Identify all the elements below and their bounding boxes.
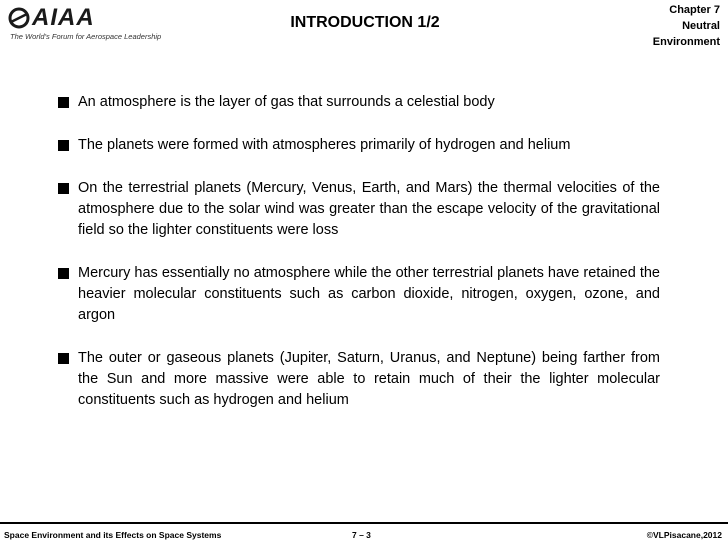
bullet-item — [58, 92, 660, 113]
bullet-item — [58, 178, 660, 241]
square-bullet-icon — [58, 140, 69, 151]
square-bullet-icon — [58, 97, 69, 108]
bullet-text: The outer or gaseous planets (Jupiter, Saturn, Uranus, and Neptune) being farther from the Sun and more massive were able to retain much of their the lighter molecular constituents such as hydrogen and helium — [78, 350, 660, 408]
logo-text: AIAA — [32, 4, 95, 31]
square-bullet-icon — [58, 353, 69, 364]
logo-tagline: The World's Forum for Aerospace Leadership — [10, 32, 162, 41]
square-bullet-icon — [58, 268, 69, 279]
chapter-number: Chapter 7 — [669, 4, 720, 16]
footer-copyright: ©VLPisacane,2012 — [646, 530, 722, 540]
chapter-name-line2: Environment — [652, 36, 720, 48]
bullet-text: The planets were formed with atmospheres primarily of hydrogen and helium — [78, 137, 571, 153]
footer-bar — [0, 522, 728, 546]
bullet-item — [58, 348, 660, 411]
bullet-text: An atmosphere is the layer of gas that surrounds a celestial body — [78, 94, 495, 110]
slide-title-text: INTRODUCTION 1/2 — [290, 14, 440, 31]
chapter-name-line1: Neutral — [682, 20, 720, 32]
chapter-label — [653, 2, 720, 50]
footer-page-number: 7 – 3 — [352, 530, 371, 540]
slide-title — [0, 14, 728, 32]
bullet-item — [58, 135, 660, 156]
bullet-text: Mercury has essentially no atmosphere while the other terrestrial planets have retained the heavier molecular constituents such as carbon dioxide, nitrogen, oxygen, ozone, and argon — [78, 265, 660, 323]
bullet-text: On the terrestrial planets (Mercury, Venus, Earth, and Mars) the thermal velocities of the atmosphere due to the solar wind was greater than the escape velocity of the gravitational field so the lighter constituents were loss — [78, 180, 660, 238]
bullet-item — [58, 263, 660, 326]
bullet-list — [58, 92, 660, 433]
square-bullet-icon — [58, 183, 69, 194]
footer-course-title: Space Environment and its Effects on Space Systems — [4, 530, 222, 540]
